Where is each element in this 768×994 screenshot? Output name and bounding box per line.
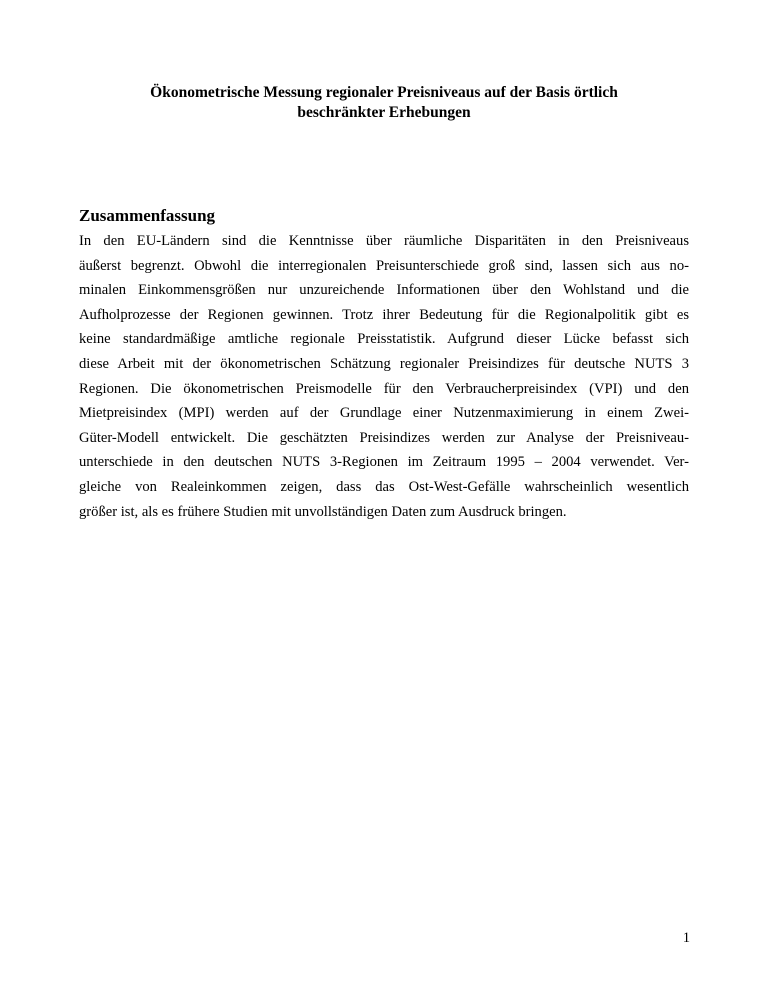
abstract-line: äußerst begrenzt. Obwohl die interregionalen Preisunterschiede groß sind, lassen sich aus no- <box>79 257 689 274</box>
abstract-body <box>79 229 689 524</box>
abstract-line: Aufholprozesse der Regionen gewinnen. Trotz ihrer Bedeutung für die Regionalpolitik gibt es <box>79 306 689 323</box>
title-line: Ökonometrische Messung regionaler Preisniveaus auf der Basis örtlich <box>150 84 618 101</box>
abstract-line: keine standardmäßige amtliche regionale Preisstatistik. Aufgrund dieser Lücke befasst sich <box>79 331 689 348</box>
abstract-line: Mietpreisindex (MPI) werden auf der Grundlage einer Nutzenmaximierung in einem Zwei- <box>79 405 689 422</box>
title-line: beschränkter Erhebungen <box>297 104 471 121</box>
abstract-line: minalen Einkommensgrößen nur unzureichende Informationen über den Wohlstand und die <box>79 282 689 299</box>
abstract-line: Güter-Modell entwickelt. Die geschätzten Preisindizes werden zur Analyse der Preisniveau- <box>79 429 689 446</box>
abstract-heading: Zusammenfassung <box>79 206 216 225</box>
abstract-line: Regionen. Die ökonometrischen Preismodelle für den Verbraucherpreisindex (VPI) und den <box>79 380 689 397</box>
abstract-line: gleiche von Realeinkommen zeigen, dass das Ost-West-Gefälle wahrscheinlich wesentlich <box>79 478 689 495</box>
abstract-line: In den EU-Ländern sind die Kenntnisse über räumliche Disparitäten in den Preisniveaus <box>79 233 689 249</box>
paper-title <box>80 83 688 123</box>
abstract-line: diese Arbeit mit der ökonometrischen Schätzung regionaler Preisindizes für deutsche NUTS 3 <box>79 355 689 372</box>
abstract-line: unterschiede in den deutschen NUTS 3-Regionen im Zeitraum 1995 – 2004 verwendet. Ver- <box>79 454 689 471</box>
page-number: 1 <box>682 930 690 946</box>
abstract-line: größer ist, als es frühere Studien mit unvollständigen Daten zum Ausdruck bringen. <box>79 503 567 520</box>
